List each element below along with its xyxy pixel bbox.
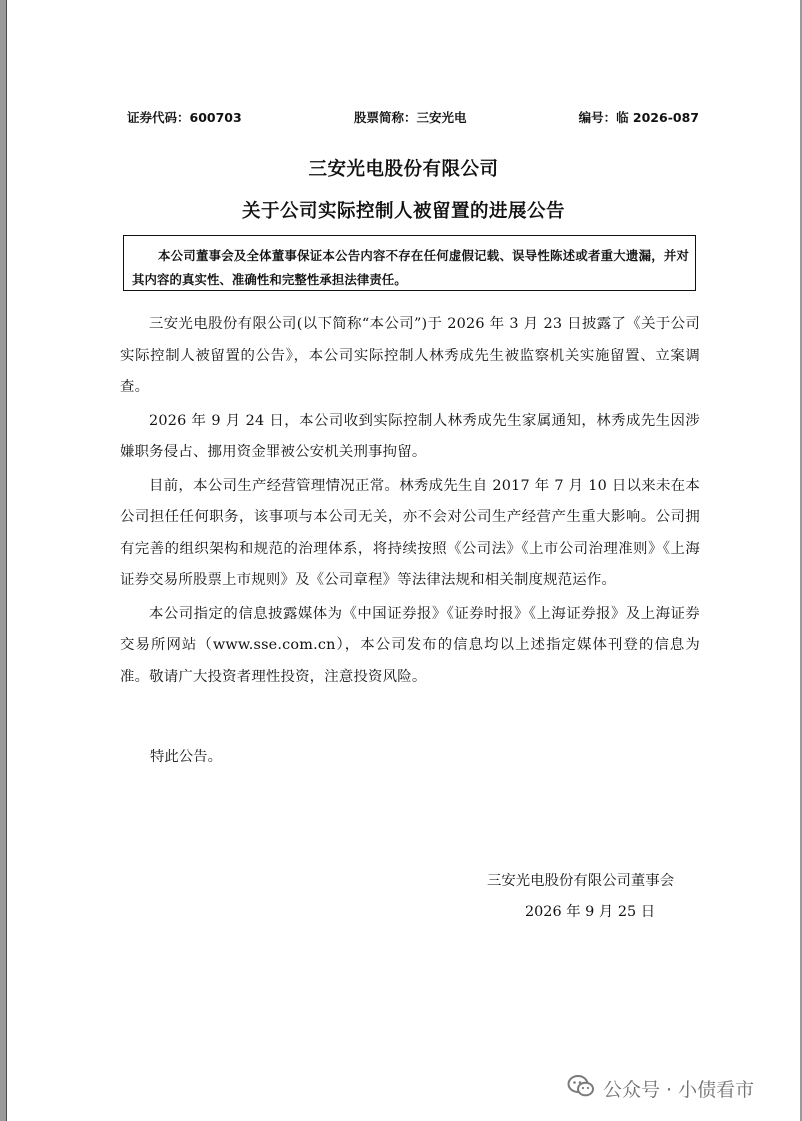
body-paragraph: 本公司指定的信息披露媒体为《中国证券报》《证券时报》《上海证券报》及上海证券交易所网站（www.sse.com.cn），本公司发布的信息均以上述指定媒体刊登的信息为准。敬请广大投资者理性投资，注意投资风险。 bbox=[120, 605, 700, 685]
board-guarantee-notice: 本公司董事会及全体董事保证本公告内容不存在任何虚假记载、误导性陈述或者重大遗漏，并对其内容的真实性、准确性和完整性承担法律责任。 bbox=[123, 235, 696, 291]
signature-date: 2026 年 9 月 25 日 bbox=[525, 904, 656, 920]
document-page bbox=[6, 0, 800, 1121]
announcement-title: 关于公司实际控制人被留置的进展公告 bbox=[241, 201, 565, 222]
serial-number: 编号：临 2026-087 bbox=[578, 110, 699, 125]
body-paragraph: 目前，本公司生产经营管理情况正常。林秀成先生自 2017 年 7 月 10 日以来未在本公司担任任何职务，该事项与本公司无关，亦不会对公司生产经营产生重大影响。公司拥有完善的组织架构和规范的治理体系，将持续按照《公司法》《上市公司治理准则》《上海证券交易所股票上市规则》及《公司章程》等法律法规和相关制度规范运作。 bbox=[120, 477, 700, 588]
wechat-logo-icon bbox=[567, 1074, 595, 1103]
watermark-text: 公众号 · 小债看市 bbox=[603, 1078, 755, 1101]
body-paragraph: 2026 年 9 月 24 日，本公司收到实际控制人林秀成先生家属通知，林秀成先生因涉嫌职务侵占、挪用资金罪被公安机关刑事拘留。 bbox=[120, 412, 700, 460]
body-paragraph: 三安光电股份有限公司(以下简称“本公司”)于 2026 年 3 月 23 日披露了《关于公司实际控制人被留置的公告》，本公司实际控制人林秀成先生被监察机关实施留置、立案调查。 bbox=[120, 316, 700, 395]
stock-code: 证券代码：600703 bbox=[127, 110, 242, 125]
closing-statement: 特此公告。 bbox=[150, 749, 222, 765]
announcement-body bbox=[120, 309, 700, 695]
company-title: 三安光电股份有限公司 bbox=[308, 159, 499, 180]
signature-company: 三安光电股份有限公司董事会 bbox=[487, 873, 675, 889]
document-header bbox=[127, 108, 699, 126]
stock-name: 股票简称：三安光电 bbox=[354, 110, 467, 125]
watermark bbox=[567, 1073, 754, 1103]
